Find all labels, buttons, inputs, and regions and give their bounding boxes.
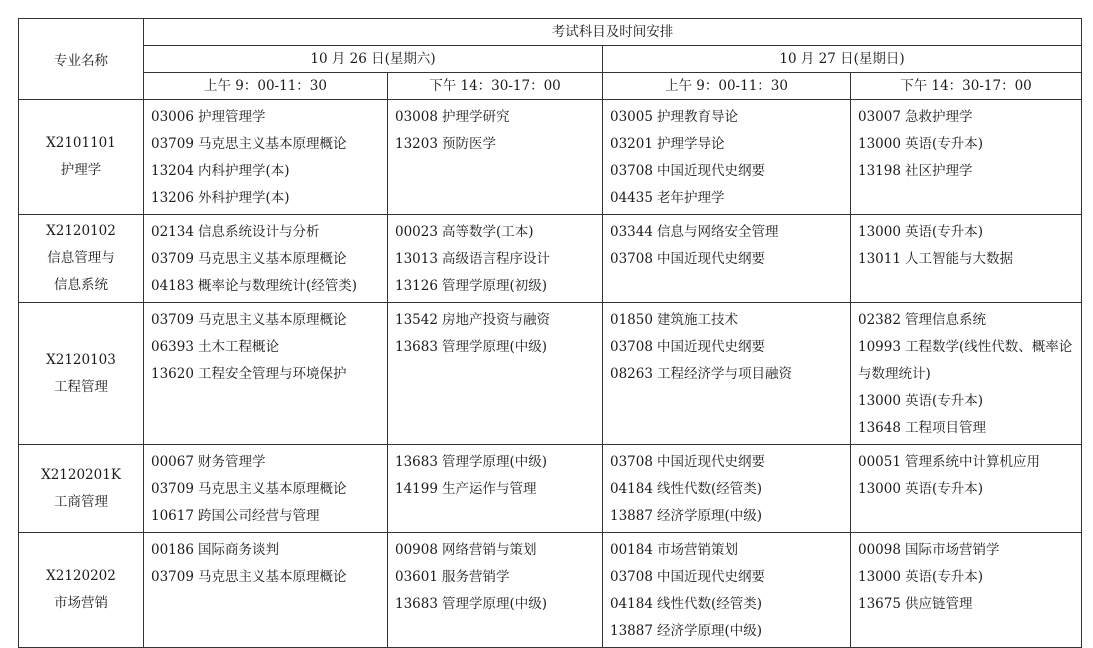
course-name: 英语(专升本): [905, 393, 984, 409]
course-code: 03709: [151, 136, 194, 152]
course-name: 管理学原理(中级): [442, 596, 548, 612]
course-code: 00051: [858, 454, 901, 470]
course-item: [151, 503, 387, 530]
course-item: [610, 158, 850, 185]
major-row: [19, 533, 1082, 648]
course-code: 03005: [610, 109, 653, 125]
major-name: 市场营销: [54, 595, 108, 611]
course-item: [151, 334, 387, 361]
course-code: 13542: [395, 312, 438, 328]
course-code: 00184: [610, 542, 653, 558]
session-cell-sun-pm: [851, 303, 1082, 445]
course-name: 线性代数(经管类): [657, 596, 763, 612]
course-code: 03344: [610, 224, 653, 240]
major-row: [19, 215, 1082, 303]
course-code: 13887: [610, 508, 653, 524]
course-name: 工程安全管理与环境保护: [198, 366, 347, 382]
course-name: 内科护理学(本): [198, 163, 290, 179]
course-code: 03006: [151, 109, 194, 125]
course-item: [395, 537, 602, 564]
major-code: X2120201K: [41, 466, 121, 483]
session-cell-sun-am: [603, 533, 851, 648]
course-name: 跨国公司经营与管理: [198, 508, 320, 524]
course-name: 预防医学: [442, 136, 496, 152]
session-header-sat-pm: 下午 14：30-17：00: [388, 73, 603, 100]
exam-schedule-table: [18, 18, 1082, 648]
session-cell-sat-pm: [388, 445, 603, 533]
course-name: 网络营销与策划: [442, 542, 537, 558]
course-item: [858, 334, 1081, 388]
session-cell-sun-am: [603, 100, 851, 215]
course-name: 国际商务谈判: [198, 542, 279, 558]
course-code: 04183: [151, 278, 194, 294]
course-name: 管理学原理(中级): [442, 339, 548, 355]
course-name: 老年护理学: [657, 190, 725, 206]
session-cell-sat-am: [144, 100, 388, 215]
course-code: 00186: [151, 542, 194, 558]
major-row: [19, 445, 1082, 533]
course-name: 英语(专升本): [905, 569, 984, 585]
session-header-sat-am: 上午 9：00-11：30: [144, 73, 388, 100]
course-item: [610, 537, 850, 564]
course-code: 00067: [151, 454, 194, 470]
major-row: [19, 100, 1082, 215]
course-item: [151, 537, 387, 564]
course-item: [610, 307, 850, 334]
course-code: 10993: [858, 339, 901, 355]
session-cell-sun-pm: [851, 100, 1082, 215]
course-item: [858, 388, 1081, 415]
course-name: 管理学原理(初级): [442, 278, 548, 294]
course-item: [858, 415, 1081, 442]
course-item: [610, 476, 850, 503]
course-code: 13648: [858, 420, 901, 436]
session-cell-sat-pm: [388, 100, 603, 215]
major-name: 工商管理: [54, 493, 108, 510]
course-item: [151, 185, 387, 212]
course-name: 财务管理学: [198, 454, 266, 470]
course-item: [610, 334, 850, 361]
session-cell-sat-pm: [388, 215, 603, 303]
course-name: 房地产投资与融资: [442, 312, 550, 328]
course-code: 02382: [858, 312, 901, 328]
course-code: 08263: [610, 366, 653, 382]
course-name: 概率论与数理统计(经管类): [198, 278, 358, 294]
course-item: [610, 104, 850, 131]
date-header-oct26: 10 月 26 日(星期六): [144, 46, 603, 73]
course-code: 03708: [610, 339, 653, 355]
course-name: 经济学原理(中级): [657, 623, 763, 639]
session-cell-sat-am: [144, 303, 388, 445]
course-name: 中国近现代史纲要: [657, 251, 765, 267]
course-item: [395, 219, 602, 246]
course-code: 04184: [610, 481, 653, 497]
major-cell: [19, 100, 144, 215]
session-cell-sat-am: [144, 215, 388, 303]
course-code: 13000: [858, 393, 901, 409]
course-code: 13000: [858, 481, 901, 497]
header-row-dates: [19, 46, 1082, 73]
course-name: 急救护理学: [905, 109, 973, 125]
course-item: [151, 273, 387, 300]
course-item: [858, 246, 1081, 273]
course-item: [151, 158, 387, 185]
course-item: [395, 307, 602, 334]
major-code: X2120202: [46, 568, 116, 584]
course-item: [151, 361, 387, 388]
course-item: [610, 185, 850, 212]
course-name: 中国近现代史纲要: [657, 454, 765, 470]
course-code: 03709: [151, 251, 194, 267]
course-item: [395, 273, 602, 300]
course-item: [610, 361, 850, 388]
course-name: 英语(专升本): [905, 224, 984, 240]
course-item: [610, 219, 850, 246]
course-name: 服务营销学: [442, 569, 510, 585]
course-item: [858, 537, 1081, 564]
course-code: 13887: [610, 623, 653, 639]
course-item: [395, 246, 602, 273]
course-code: 03008: [395, 109, 438, 125]
course-name: 马克思主义基本原理概论: [198, 251, 347, 267]
course-item: [395, 564, 602, 591]
course-name: 土木工程概论: [198, 339, 279, 355]
course-item: [151, 131, 387, 158]
course-item: [395, 104, 602, 131]
course-name: 市场营销策划: [657, 542, 738, 558]
course-code: 13000: [858, 136, 901, 152]
course-name: 社区护理学: [905, 163, 973, 179]
course-code: 03708: [610, 163, 653, 179]
course-name: 护理管理学: [198, 109, 266, 125]
major-row: [19, 303, 1082, 445]
course-item: [858, 104, 1081, 131]
course-item: [151, 219, 387, 246]
course-item: [151, 104, 387, 131]
course-item: [858, 476, 1081, 503]
major-cell: [19, 445, 144, 533]
course-item: [610, 564, 850, 591]
session-cell-sat-am: [144, 533, 388, 648]
course-name: 工程项目管理: [905, 420, 986, 436]
session-cell-sun-pm: [851, 533, 1082, 648]
course-code: 03709: [151, 312, 194, 328]
course-item: [610, 131, 850, 158]
course-item: [858, 131, 1081, 158]
course-item: [858, 158, 1081, 185]
course-code: 13000: [858, 569, 901, 585]
course-name: 中国近现代史纲要: [657, 163, 765, 179]
course-name: 经济学原理(中级): [657, 508, 763, 524]
course-code: 13204: [151, 163, 194, 179]
session-cell-sun-am: [603, 303, 851, 445]
course-name: 英语(专升本): [905, 481, 984, 497]
course-name: 供应链管理: [905, 596, 973, 612]
course-code: 13683: [395, 596, 438, 612]
course-name: 马克思主义基本原理概论: [198, 312, 347, 328]
session-cell-sun-am: [603, 445, 851, 533]
course-name: 英语(专升本): [905, 136, 984, 152]
course-code: 13011: [858, 251, 901, 267]
major-cell: [19, 533, 144, 648]
course-item: [151, 307, 387, 334]
course-name: 高级语言程序设计: [442, 251, 550, 267]
course-item: [395, 334, 602, 361]
course-name: 信息系统设计与分析: [198, 224, 320, 240]
course-code: 00908: [395, 542, 438, 558]
course-code: 04184: [610, 596, 653, 612]
course-name: 马克思主义基本原理概论: [198, 569, 347, 585]
course-code: 03709: [151, 481, 194, 497]
course-item: [858, 564, 1081, 591]
date-header-oct27: 10 月 27 日(星期日): [603, 46, 1082, 73]
course-name: 外科护理学(本): [198, 190, 290, 206]
course-name: 管理信息系统: [905, 312, 986, 328]
session-cell-sat-pm: [388, 533, 603, 648]
schedule-title: 考试科目及时间安排: [144, 19, 1082, 46]
course-code: 03601: [395, 569, 438, 585]
course-name: 人工智能与大数据: [905, 251, 1013, 267]
course-item: [151, 246, 387, 273]
course-name: 信息与网络安全管理: [657, 224, 779, 240]
course-name: 高等数学(工本): [442, 224, 534, 240]
major-code: X2101101: [46, 135, 116, 151]
session-cell-sat-am: [144, 445, 388, 533]
course-code: 00098: [858, 542, 901, 558]
course-code: 13013: [395, 251, 438, 267]
course-code: 10617: [151, 508, 194, 524]
major-name: 信息管理与: [47, 250, 115, 266]
course-name: 线性代数(经管类): [657, 481, 763, 497]
course-item: [395, 449, 602, 476]
course-name: 工程经济学与项目融资: [657, 366, 792, 382]
course-item: [395, 131, 602, 158]
course-item: [610, 449, 850, 476]
session-header-sun-am: 上午 9：00-11：30: [603, 73, 851, 100]
major-code: X2120102: [46, 223, 116, 239]
course-item: [858, 591, 1081, 618]
course-item: [610, 246, 850, 273]
course-item: [151, 449, 387, 476]
course-code: 13683: [395, 454, 438, 470]
course-code: 13000: [858, 224, 901, 240]
course-code: 03709: [151, 569, 194, 585]
course-name: 护理学研究: [442, 109, 510, 125]
course-item: [151, 564, 387, 591]
course-item: [151, 476, 387, 503]
course-code: 13206: [151, 190, 194, 206]
course-name: 建筑施工技术: [657, 312, 738, 328]
header-row-title: [19, 19, 1082, 46]
major-cell: [19, 215, 144, 303]
course-code: 04435: [610, 190, 653, 206]
course-name: 护理教育导论: [657, 109, 738, 125]
schedule-body: [19, 100, 1082, 648]
course-code: 13198: [858, 163, 901, 179]
major-name: 信息系统: [54, 277, 108, 293]
course-name: 工程数学(线性代数、概率论与数理统计): [858, 339, 1073, 382]
major-name: 工程管理: [54, 378, 108, 395]
course-code: 03708: [610, 454, 653, 470]
course-name: 马克思主义基本原理概论: [198, 481, 347, 497]
course-code: 13126: [395, 278, 438, 294]
course-code: 14199: [395, 481, 438, 497]
major-column-header: 专业名称: [19, 19, 144, 100]
course-name: 马克思主义基本原理概论: [198, 136, 347, 152]
course-item: [858, 449, 1081, 476]
course-code: 03201: [610, 136, 653, 152]
session-cell-sun-pm: [851, 215, 1082, 303]
course-item: [858, 307, 1081, 334]
course-code: 13675: [858, 596, 901, 612]
header-row-sessions: [19, 73, 1082, 100]
session-header-sun-pm: 下午 14：30-17：00: [851, 73, 1082, 100]
major-name: 护理学: [60, 162, 102, 178]
major-cell: [19, 303, 144, 445]
course-code: 03708: [610, 251, 653, 267]
course-name: 护理学导论: [657, 136, 725, 152]
course-item: [858, 219, 1081, 246]
session-cell-sun-pm: [851, 445, 1082, 533]
course-name: 国际市场营销学: [905, 542, 1000, 558]
session-cell-sun-am: [603, 215, 851, 303]
course-name: 管理学原理(中级): [442, 454, 548, 470]
course-item: [395, 591, 602, 618]
course-item: [610, 503, 850, 530]
course-code: 06393: [151, 339, 194, 355]
course-code: 01850: [610, 312, 653, 328]
course-name: 生产运作与管理: [442, 481, 537, 497]
course-code: 03007: [858, 109, 901, 125]
major-code: X2120103: [46, 351, 116, 368]
course-item: [610, 591, 850, 618]
course-code: 02134: [151, 224, 194, 240]
course-name: 管理系统中计算机应用: [905, 454, 1040, 470]
session-cell-sat-pm: [388, 303, 603, 445]
course-item: [395, 476, 602, 503]
course-code: 13620: [151, 366, 194, 382]
course-name: 中国近现代史纲要: [657, 569, 765, 585]
course-name: 中国近现代史纲要: [657, 339, 765, 355]
course-code: 13203: [395, 136, 438, 152]
course-code: 00023: [395, 224, 438, 240]
course-code: 03708: [610, 569, 653, 585]
course-code: 13683: [395, 339, 438, 355]
